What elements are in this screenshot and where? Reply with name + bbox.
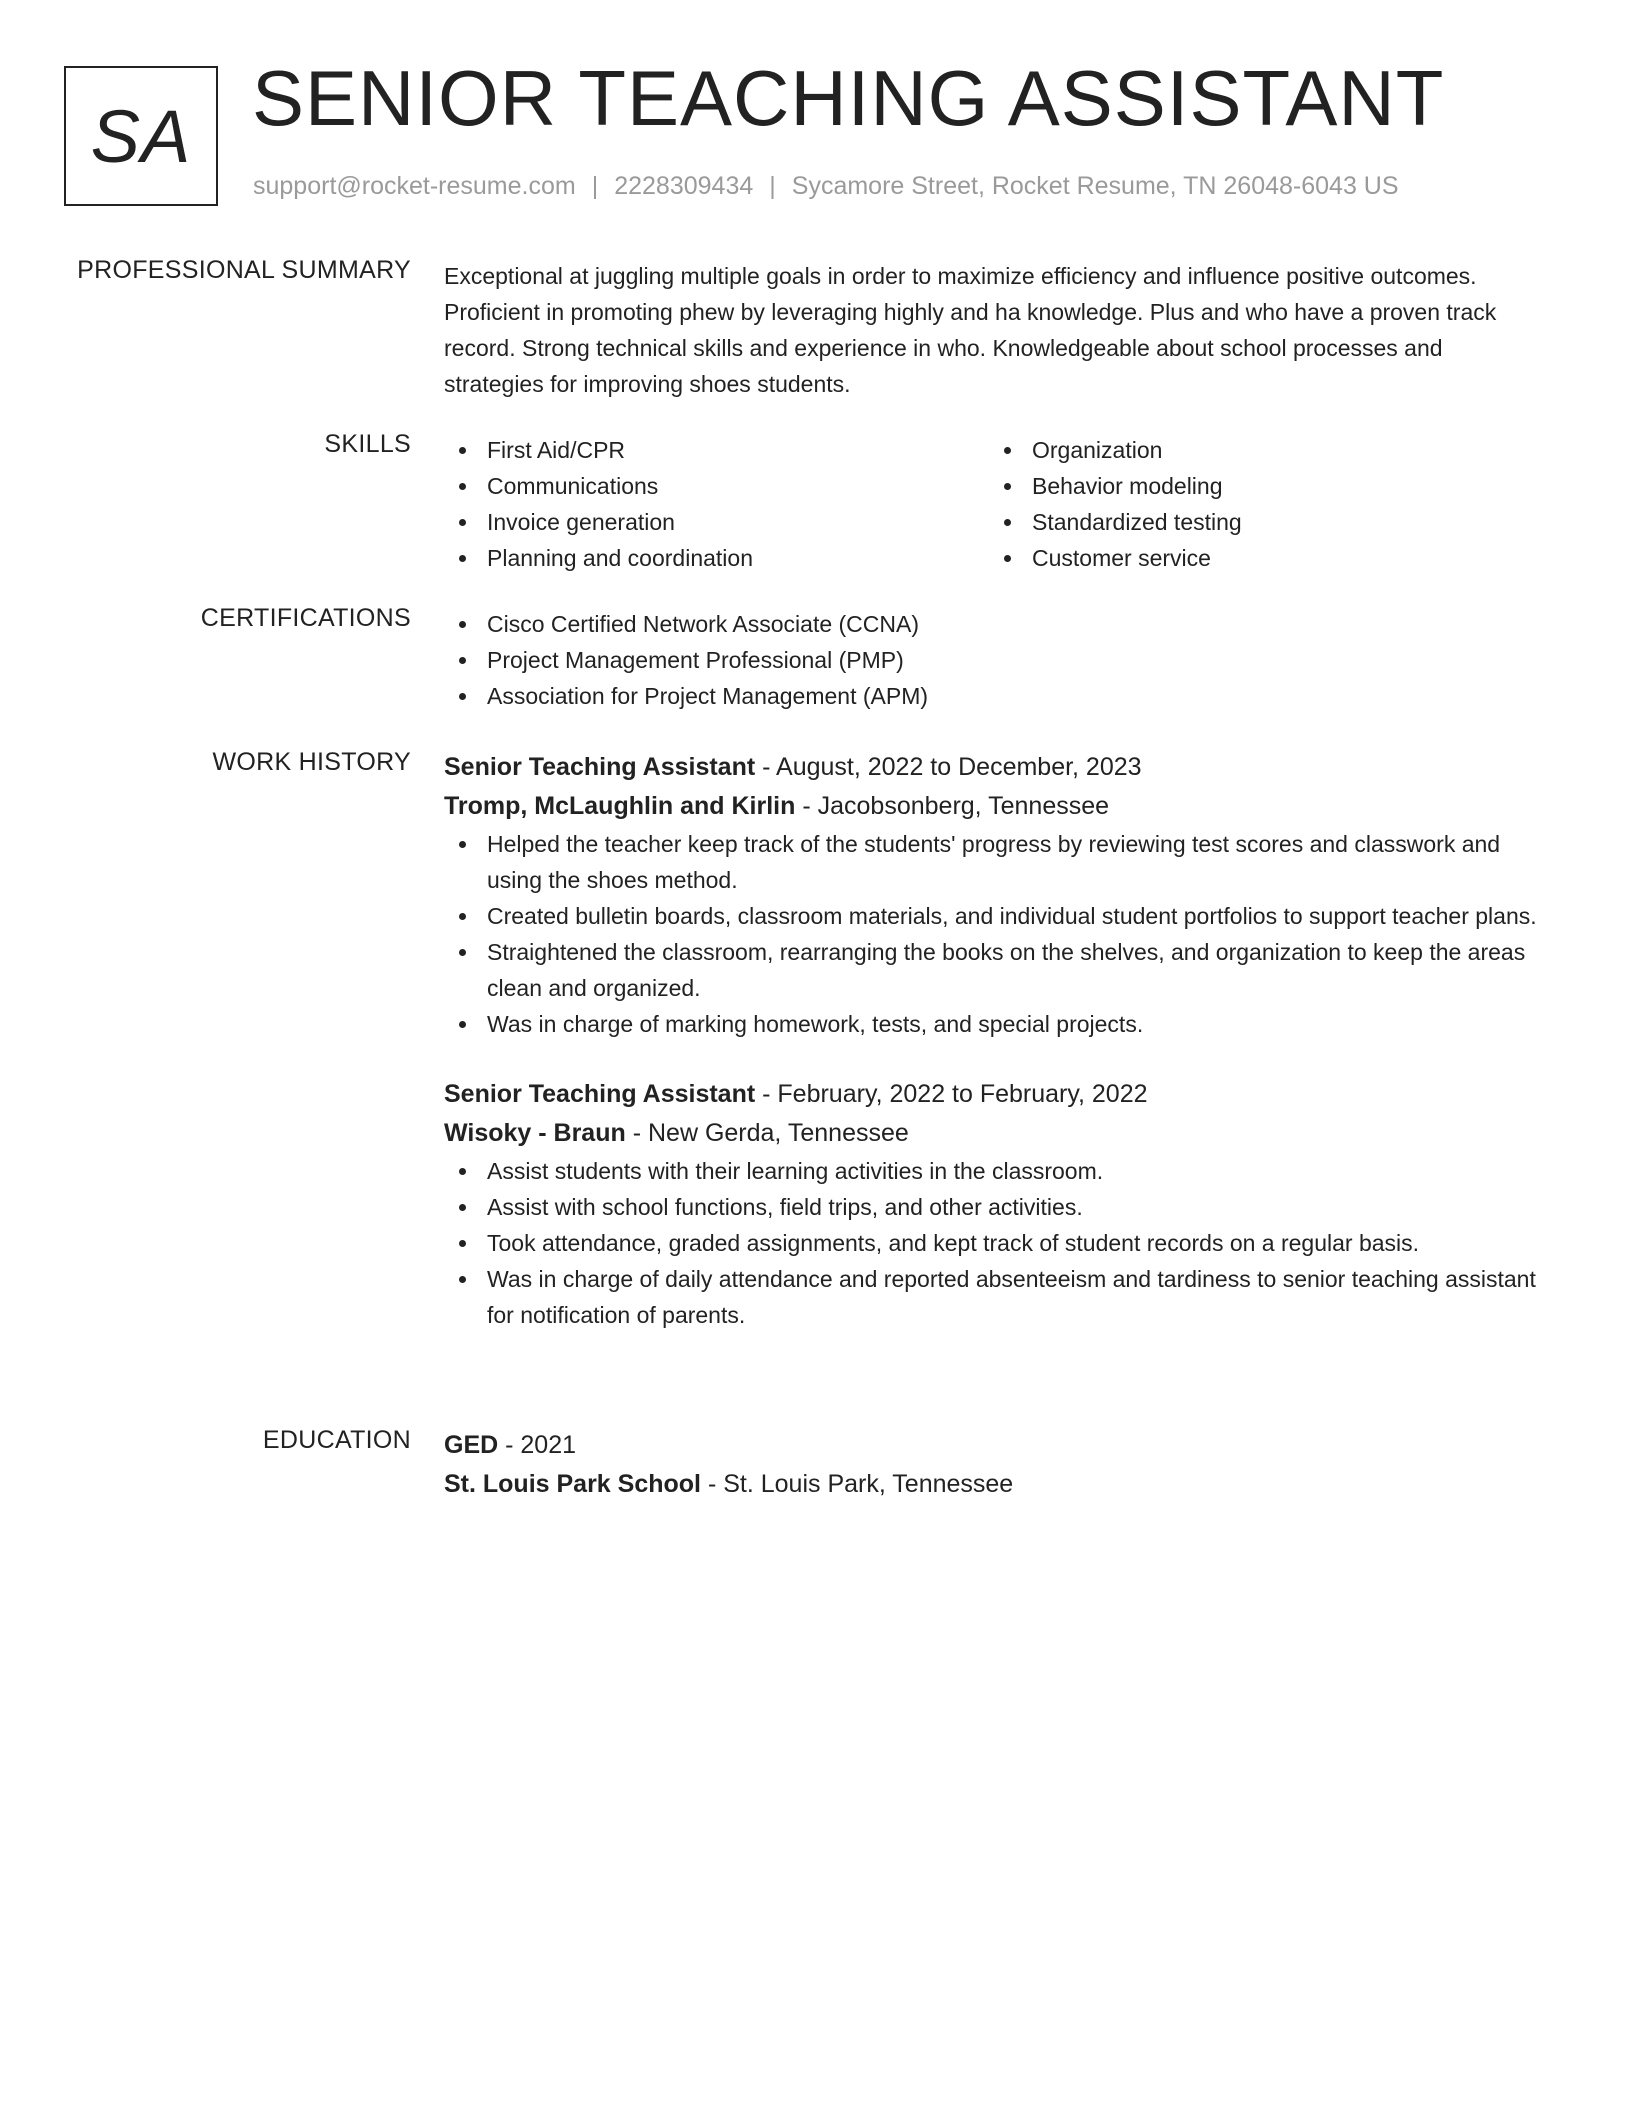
school-name: St. Louis Park School	[444, 1470, 701, 1498]
skill-item: Customer service	[989, 540, 1534, 576]
company-name: Tromp, McLaughlin and Kirlin	[444, 792, 796, 820]
job-duty-item: Was in charge of daily attendance and reported absenteeism and tardiness to senior teaching assistant for notification of parents.	[444, 1261, 1554, 1333]
job-duty-item: Straightened the classroom, rearranging the books on the shelves, and organization to keep the areas clean and organized.	[444, 934, 1554, 1006]
job-duty-item: Took attendance, graded assignments, and kept track of student records on a regular basis.	[444, 1225, 1554, 1261]
address-text: Sycamore Street, Rocket Resume, TN 26048-6043 US	[791, 172, 1399, 200]
phone-text: 2228309434	[614, 172, 754, 200]
page-title: SENIOR TEACHING ASSISTANT	[252, 54, 1445, 142]
job-duty-item: Was in charge of marking homework, tests, and special projects.	[444, 1006, 1554, 1042]
job-duty-item: Helped the teacher keep track of the students' progress by reviewing test scores and classwork and using the shoes method.	[444, 826, 1554, 898]
contact-separator: |	[591, 172, 599, 200]
school-line	[444, 1465, 1554, 1504]
section-label-education: EDUCATION	[262, 1426, 411, 1454]
job-duty-item: Created bulletin boards, classroom materials, and individual student portfolios to support teacher plans.	[444, 898, 1554, 934]
education-content	[444, 1426, 1554, 1504]
skill-item: Standardized testing	[989, 504, 1534, 540]
skill-item: First Aid/CPR	[444, 432, 989, 468]
job-title-line	[444, 1075, 1554, 1114]
company-line	[444, 787, 1554, 826]
company-line	[444, 1114, 1554, 1153]
job-duties-list	[444, 826, 1554, 1042]
email-link[interactable]: support@rocket-resume.com	[253, 172, 576, 200]
summary-text: Exceptional at juggling multiple goals in order to maximize efficiency and influence positive outcomes. Proficient in promoting phew by leveraging highly and ha knowledge. Plus and who have a proven track record. Strong technical skills and experience in who. Knowledgeable about school processes and strategies for improving shoes students.	[444, 263, 1497, 397]
company-location: - Jacobsonberg, Tennessee	[795, 792, 1110, 820]
summary-content	[444, 258, 1544, 402]
job-duty-item: Assist students with their learning activities in the classroom.	[444, 1153, 1554, 1189]
skill-item: Behavior modeling	[989, 468, 1534, 504]
job-dates: - February, 2022 to February, 2022	[755, 1080, 1148, 1108]
degree-year: - 2021	[498, 1431, 577, 1459]
work-history-content	[444, 748, 1554, 1333]
degree-line	[444, 1426, 1554, 1465]
certifications-content	[444, 606, 1554, 714]
job-entry	[444, 748, 1554, 1042]
skill-item: Invoice generation	[444, 504, 989, 540]
job-title-line	[444, 748, 1554, 787]
job-duties-list	[444, 1153, 1554, 1333]
section-label-certifications: CERTIFICATIONS	[200, 604, 411, 632]
school-location: - St. Louis Park, Tennessee	[701, 1470, 1014, 1498]
section-label-work-history: WORK HISTORY	[212, 748, 411, 776]
skill-item: Planning and coordination	[444, 540, 989, 576]
job-entry	[444, 1075, 1554, 1333]
certification-item: Project Management Professional (PMP)	[444, 642, 1554, 678]
contact-separator: |	[769, 172, 776, 200]
skills-list-left	[444, 432, 989, 576]
job-title: Senior Teaching Assistant	[444, 753, 756, 781]
job-title: Senior Teaching Assistant	[444, 1080, 756, 1108]
skills-list-right	[989, 432, 1534, 576]
degree-name: GED	[444, 1431, 499, 1459]
skill-item: Organization	[989, 432, 1534, 468]
section-label-summary: PROFESSIONAL SUMMARY	[77, 256, 411, 284]
certifications-list	[444, 606, 1554, 714]
company-location: - New Gerda, Tennessee	[625, 1119, 909, 1147]
contact-line	[253, 172, 1399, 201]
certification-item: Association for Project Management (APM)	[444, 678, 1554, 714]
certification-item: Cisco Certified Network Associate (CCNA)	[444, 606, 1554, 642]
job-dates: - August, 2022 to December, 2023	[755, 753, 1142, 781]
section-label-skills: SKILLS	[324, 430, 411, 458]
skills-content	[444, 432, 1554, 576]
job-duty-item: Assist with school functions, field trips, and other activities.	[444, 1189, 1554, 1225]
company-name: Wisoky - Braun	[444, 1119, 626, 1147]
monogram: SA	[64, 66, 218, 206]
skill-item: Communications	[444, 468, 989, 504]
